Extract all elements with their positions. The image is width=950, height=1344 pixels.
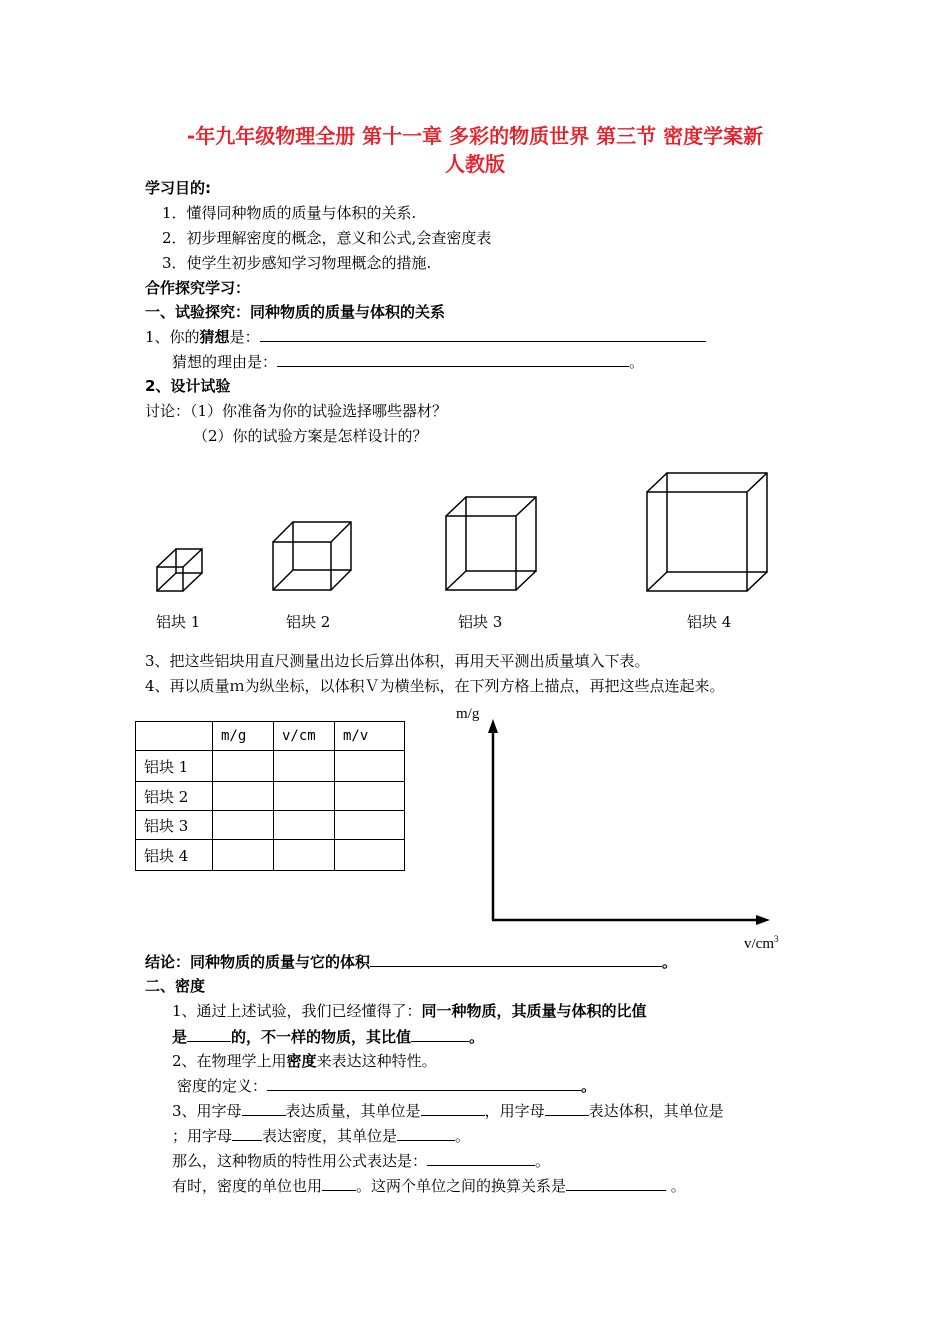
table-row bbox=[136, 751, 405, 782]
density-p3-line1 bbox=[172, 1101, 724, 1121]
graph-x-label-sup: 3 bbox=[774, 934, 779, 944]
graph-x-label bbox=[744, 929, 779, 954]
def-label: 密度的定义： bbox=[177, 1077, 268, 1095]
cube-4-figure bbox=[647, 473, 767, 591]
reason-end: 。 bbox=[629, 353, 645, 371]
design-heading: 2、设计试验 bbox=[145, 377, 231, 395]
conclusion bbox=[145, 952, 677, 972]
x-axis-arrow bbox=[756, 915, 770, 925]
p2-a: 2、在物理学上用 bbox=[172, 1052, 287, 1070]
p1-a: 1、通过上述试验，我们已经懂得了： bbox=[172, 1002, 422, 1020]
density-p2 bbox=[172, 1051, 437, 1071]
objective-item: 1．懂得同种物质的质量与体积的关系. bbox=[162, 204, 417, 222]
p5-c: 。 bbox=[666, 1177, 686, 1195]
table-cell-label: 铝块 2 bbox=[136, 782, 213, 811]
unit-blank[interactable] bbox=[322, 1176, 356, 1191]
conclusion-text: 结论：同种物质的质量与它的体积 bbox=[145, 953, 371, 971]
y-axis-arrow bbox=[488, 719, 498, 733]
p1-c: 是 bbox=[172, 1028, 188, 1046]
density-unit-line bbox=[172, 1176, 686, 1196]
density-p3-line2 bbox=[172, 1126, 470, 1146]
p1-b: 同一种物质，其质量与体积的比值 bbox=[421, 1002, 647, 1020]
table-cell[interactable] bbox=[213, 782, 274, 811]
cube-2-figure bbox=[273, 522, 351, 590]
guess-suffix: 是： bbox=[229, 328, 260, 346]
step-4: 4、再以质量ｍ为纵坐标，以体积Ｖ为横坐标，在下列方格上描点，再把这些点连起来。 bbox=[145, 677, 725, 695]
guess-prefix: 1、你的 bbox=[145, 328, 200, 346]
p3-blank-4[interactable] bbox=[232, 1126, 262, 1141]
document-title-line2: 人教版 bbox=[445, 152, 505, 176]
p3-c: ，用字母 bbox=[484, 1102, 545, 1120]
table-cell[interactable] bbox=[335, 840, 405, 871]
p4-b: 。 bbox=[535, 1152, 551, 1170]
p5-a: 有时，密度的单位也用 bbox=[172, 1177, 323, 1195]
conversion-blank[interactable] bbox=[566, 1176, 666, 1191]
discuss-2: （2）你的试验方案是怎样设计的？ bbox=[193, 427, 428, 445]
table-cell[interactable] bbox=[213, 811, 274, 840]
p4-a: 那么，这种物质的特性用公式表达是： bbox=[172, 1152, 428, 1170]
table-cell[interactable] bbox=[213, 751, 274, 782]
table-cell-label: 铝块 3 bbox=[136, 811, 213, 840]
block-label-2: 铝块 2 bbox=[286, 613, 331, 631]
section1-heading: 一、试验探究：同种物质的质量与体积的关系 bbox=[145, 303, 446, 321]
def-end: 。 bbox=[581, 1077, 597, 1095]
table-cell[interactable] bbox=[335, 751, 405, 782]
reason-label: 猜想的理由是： bbox=[172, 353, 278, 371]
table-row bbox=[136, 811, 405, 840]
p5-b: 。这两个单位之间的换算关系是 bbox=[356, 1177, 567, 1195]
table-cell[interactable] bbox=[335, 782, 405, 811]
p3-a: 3、用字母 bbox=[172, 1102, 242, 1120]
cube-1-figure bbox=[157, 549, 202, 591]
table-cell[interactable] bbox=[274, 782, 335, 811]
coop-heading: 合作探究学习： bbox=[145, 279, 251, 297]
table-row bbox=[136, 782, 405, 811]
p3-blank-1[interactable] bbox=[242, 1101, 286, 1116]
block-label-4: 铝块 4 bbox=[687, 613, 732, 631]
p1-blank-2[interactable] bbox=[411, 1027, 469, 1042]
p3-blank-5[interactable] bbox=[397, 1126, 455, 1141]
p3-f: 表达密度，其单位是 bbox=[262, 1127, 398, 1145]
p3-b: 表达质量，其单位是 bbox=[285, 1102, 421, 1120]
table-cell-label: 铝块 1 bbox=[136, 751, 213, 782]
table-cell[interactable] bbox=[213, 840, 274, 871]
cube-3-figure bbox=[446, 497, 536, 590]
graph-x-label-text: v/cm bbox=[744, 936, 774, 952]
p2-b: 密度 bbox=[286, 1052, 317, 1070]
conclusion-blank[interactable] bbox=[370, 952, 662, 967]
block-label-3: 铝块 3 bbox=[458, 613, 503, 631]
block-label-1: 铝块 1 bbox=[156, 613, 201, 631]
guess-bold: 猜想 bbox=[199, 328, 230, 346]
p1-d: 的，不一样的物质，其比值 bbox=[231, 1028, 412, 1046]
discuss-1: 讨论：（1）你准备为你的试验选择哪些器材？ bbox=[145, 402, 448, 420]
density-p1-line2 bbox=[172, 1027, 484, 1047]
p3-g: 。 bbox=[455, 1127, 471, 1145]
document-title-line1: -年九年级物理全册 第十一章 多彩的物质世界 第三节 密度学案新 bbox=[186, 124, 764, 148]
table-cell[interactable] bbox=[335, 811, 405, 840]
density-p1-line1 bbox=[172, 1001, 647, 1021]
objective-item: 2．初步理解密度的概念，意义和公式,会查密度表 bbox=[162, 229, 492, 247]
objectives-heading: 学习目的: bbox=[145, 179, 211, 197]
p2-c: 来表达这种特性。 bbox=[316, 1052, 437, 1070]
table-header-cell: m/v bbox=[335, 722, 405, 751]
objective-item: 3．使学生初步感知学习物理概念的措施. bbox=[162, 254, 432, 272]
table-header-cell bbox=[136, 722, 213, 751]
graph-axes bbox=[488, 719, 770, 925]
p3-blank-2[interactable] bbox=[421, 1101, 485, 1116]
measurement-table bbox=[135, 721, 405, 871]
p3-d: 表达体积，其单位是 bbox=[588, 1102, 724, 1120]
density-formula-line bbox=[172, 1151, 550, 1171]
section2-heading: 二、密度 bbox=[145, 977, 206, 995]
def-blank[interactable] bbox=[267, 1076, 581, 1091]
formula-blank[interactable] bbox=[427, 1151, 535, 1166]
table-cell[interactable] bbox=[274, 811, 335, 840]
conclusion-end: 。 bbox=[662, 953, 678, 971]
table-cell[interactable] bbox=[274, 751, 335, 782]
table-header-cell: m/g bbox=[213, 722, 274, 751]
step-3: 3、把这些铝块用直尺测量出边长后算出体积，再用天平测出质量填入下表。 bbox=[145, 652, 650, 670]
p3-e: ；用字母 bbox=[172, 1127, 233, 1145]
table-cell[interactable] bbox=[274, 840, 335, 871]
p1-e: 。 bbox=[469, 1028, 485, 1046]
table-row bbox=[136, 840, 405, 871]
table-header-row bbox=[136, 722, 405, 751]
table-header-cell: v/cm bbox=[274, 722, 335, 751]
density-definition bbox=[177, 1076, 596, 1096]
p1-blank-1[interactable] bbox=[187, 1027, 231, 1042]
graph-y-label: m/g bbox=[456, 706, 480, 722]
p3-blank-3[interactable] bbox=[545, 1101, 589, 1116]
table-cell-label: 铝块 4 bbox=[136, 840, 213, 871]
